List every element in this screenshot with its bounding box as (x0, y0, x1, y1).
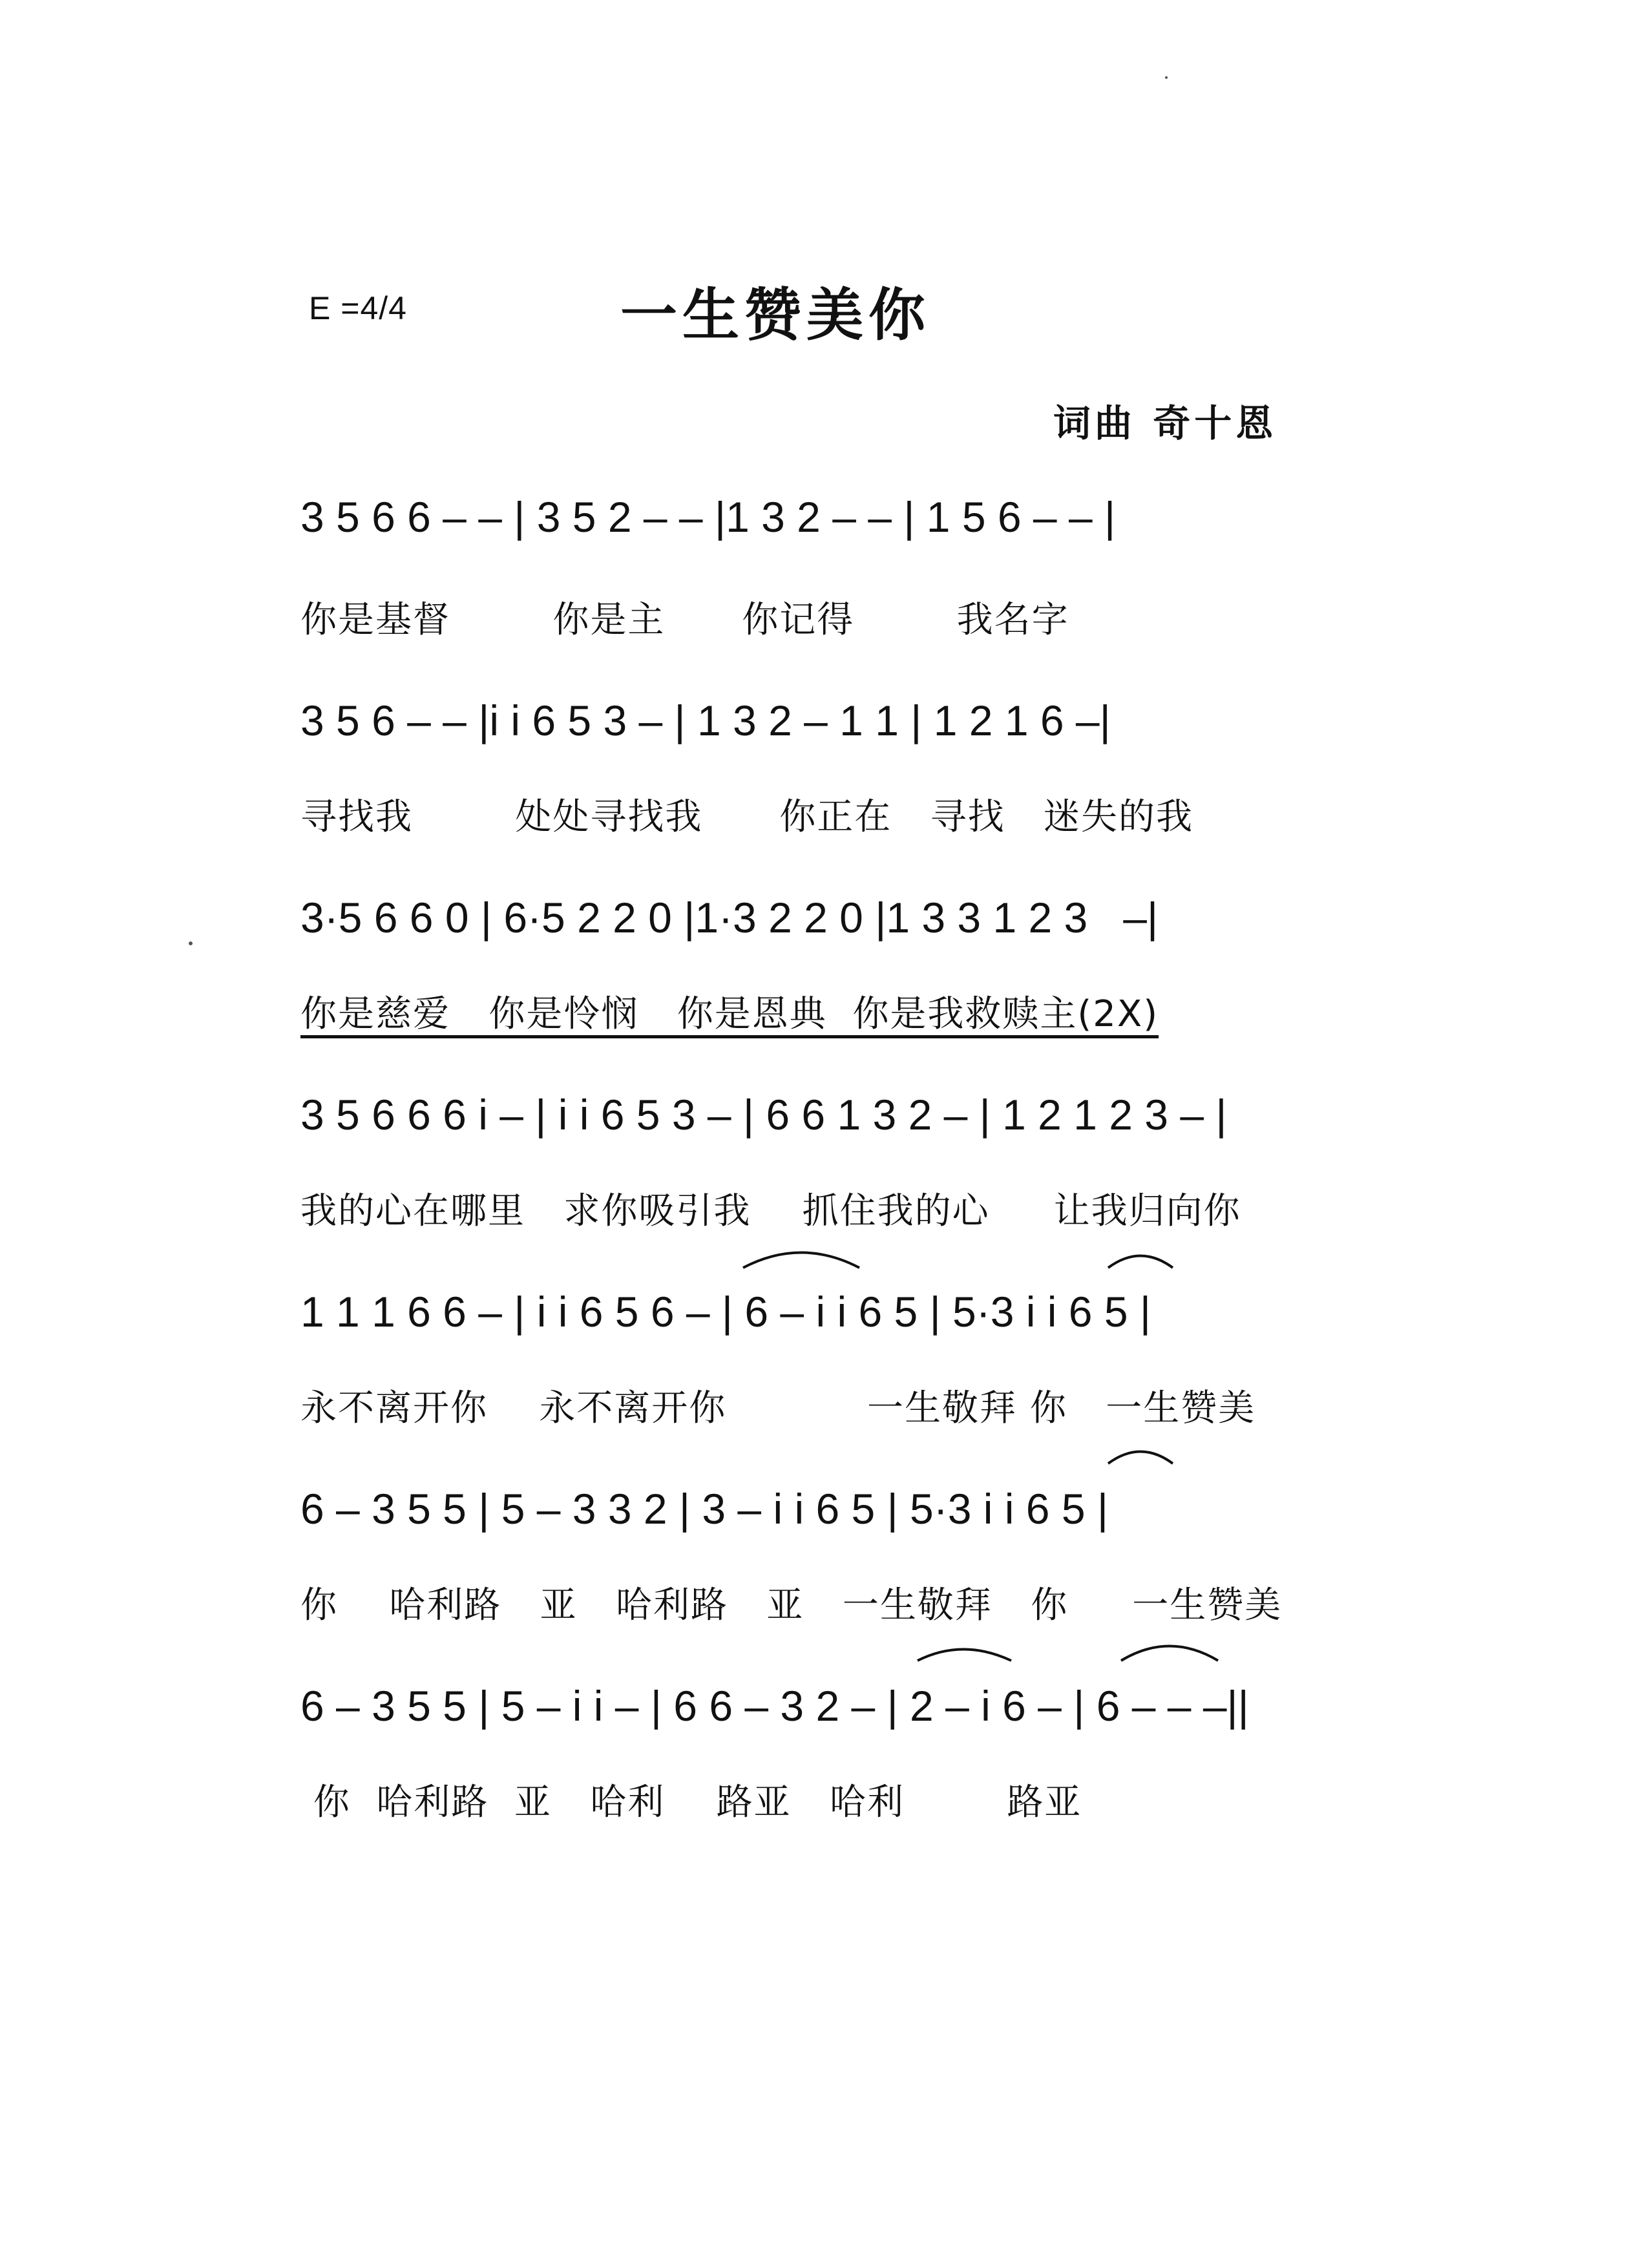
lyric-line-7: 你 哈利路 亚 哈利 路亚 哈利 路亚 (300, 1781, 1082, 1823)
notation-line-7: 6 – 3 5 5 | 5 – i i – | 6 6 – 3 2 – | 2 – i 6 – | 6 – – –|| (300, 1682, 1249, 1730)
lyric-line-2: 寻找我 处处寻找我 你正在 寻找 迷失的我 (300, 796, 1194, 838)
tie-arc (743, 1253, 859, 1268)
lyric-line-4: 我的心在哪里 求你吸引我 抓住我的心 让我归向你 (300, 1190, 1241, 1232)
tie-arc (1108, 1452, 1173, 1464)
paper-speck (189, 941, 193, 945)
lyric-line-1: 你是基督 你是主 你记得 我名字 (300, 599, 1069, 641)
lyric-line-3: 你是慈爱 你是怜悯 你是恩典 你是我救赎主(2X) (300, 993, 1159, 1035)
tie-arc (1121, 1646, 1218, 1661)
notation-line-3: 3·5 6 6 0 | 6·5 2 2 0 |1·3 2 2 0 |1 3 3 1 2 3 –| (300, 894, 1159, 941)
lyric-line-5: 永不离开你 永不离开你 一生敬拜 你 一生赞美 (300, 1387, 1256, 1429)
tie-arc (1108, 1256, 1173, 1268)
tie-arc (918, 1650, 1011, 1661)
notation-line-5: 1 1 1 6 6 – | i i 6 5 6 – | 6 – i i 6 5 | 5·3 i i 6 5 | (300, 1288, 1151, 1336)
paper-speck (1165, 76, 1168, 79)
notation-line-6: 6 – 3 5 5 | 5 – 3 3 2 | 3 – i i 6 5 | 5·3 i i 6 5 | (300, 1485, 1109, 1533)
notation-line-4: 3 5 6 6 6 i – | i i 6 5 3 – | 6 6 1 3 2 – | 1 2 1 2 3 – | (300, 1091, 1227, 1139)
song-title: 一生赞美你 (620, 282, 931, 348)
notation-line-1: 3 5 6 6 – – | 3 5 2 – – |1 3 2 – – | 1 5 6 – – | (300, 493, 1116, 541)
notation-line-2: 3 5 6 – – |i i 6 5 3 – | 1 3 2 – 1 1 | 1 2 1 6 –| (300, 697, 1111, 744)
lyric-line-6: 你 哈利路 亚 哈利路 亚 一生敬拜 你 一生赞美 (300, 1584, 1283, 1626)
key-signature: E =4/4 (309, 290, 407, 326)
credit-line: 词曲 奇十恩 (1053, 401, 1277, 445)
